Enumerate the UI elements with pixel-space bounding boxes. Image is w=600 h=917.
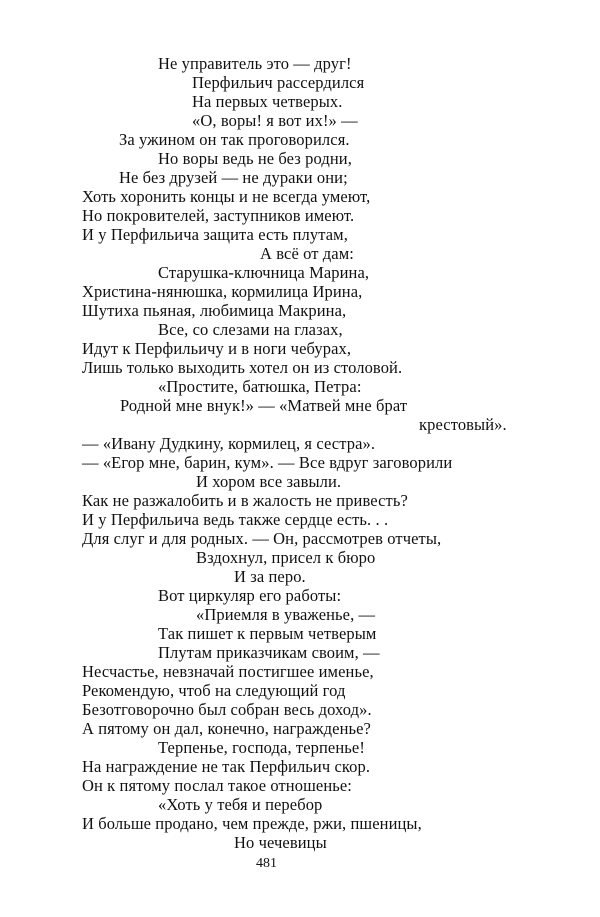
poem-line: Не без друзей — не дураки они;: [119, 168, 348, 187]
poem-line: И у Перфильича ведь также сердце есть. . .: [82, 510, 389, 529]
poem-line: Христина-нянюшка, кормилица Ирина,: [82, 282, 363, 301]
poem-line: Плутам приказчикам своим, —: [158, 643, 380, 662]
poem-line: — «Ивану Дудкину, кормилец, я сестра».: [82, 434, 376, 453]
poem-line: Шутиха пьяная, любимица Макрина,: [82, 301, 347, 320]
poem-line: Но воры ведь не без родни,: [158, 149, 352, 168]
poem-line: За ужином он так проговорился.: [119, 130, 350, 149]
poem-line: Хоть хоронить концы и не всегда умеют,: [82, 187, 371, 206]
poem-line: Перфильич рассердился: [192, 73, 365, 92]
poem-line: Для слуг и для родных. — Он, рассмотрев отчеты,: [82, 529, 442, 548]
poem-line: Все, со слезами на глазах,: [158, 320, 343, 339]
poem-line: А пятому он дал, конечно, награжденье?: [82, 719, 371, 738]
poem-line: Вот циркуляр его работы:: [158, 586, 342, 605]
poem-line: Несчастье, невзначай постигшее именье,: [82, 662, 374, 681]
poem-line: И у Перфильича защита есть плутам,: [82, 225, 348, 244]
poem-line: Безотговорочно был собран весь доход».: [82, 700, 372, 719]
poem-line: Но покровителей, заступников имеют.: [82, 206, 355, 225]
poem-line: На награждение не так Перфильич скор.: [82, 757, 371, 776]
poem-line: крестовый».: [419, 415, 507, 434]
poem-line: Терпенье, господа, терпенье!: [158, 738, 365, 757]
poem-line: На первых четверых.: [192, 92, 343, 111]
poem-line: «Простите, батюшка, Петра:: [158, 377, 362, 396]
poem-line: Так пишет к первым четверым: [158, 624, 377, 643]
poem-line: А всё от дам:: [260, 244, 354, 263]
poem-line: «Приемля в уваженье, —: [196, 605, 376, 624]
poem-line: Рекомендую, чтоб на следующий год: [82, 681, 346, 700]
poem-line: Не управитель это — друг!: [158, 54, 352, 73]
poem-line: — «Егор мне, барин, кум». — Все вдруг заговорили: [82, 453, 453, 472]
poem-line: Вздохнул, присел к бюро: [196, 548, 376, 567]
poem-line: Как не разжалобить и в жалость не привесть?: [82, 491, 408, 510]
poem-line: И за перо.: [234, 567, 306, 586]
poem-line: «О, воры! я вот их!» —: [192, 111, 358, 130]
poem-line: Он к пятому послал такое отношенье:: [82, 776, 352, 795]
page-number: 481: [256, 856, 277, 871]
poem-line: И больше продано, чем прежде, ржи, пшеницы,: [82, 814, 422, 833]
poem-line: И хором все завыли.: [196, 472, 342, 491]
poem-line: Лишь только выходить хотел он из столовой.: [82, 358, 403, 377]
poem-line: Но чечевицы: [234, 833, 327, 852]
poem-line: Старушка-ключница Марина,: [158, 263, 370, 282]
poem-line: Идут к Перфильичу и в ноги чебурах,: [82, 339, 352, 358]
poem-line: «Хоть у тебя и перебор: [158, 795, 323, 814]
poem-line: Родной мне внук!» — «Матвей мне брат: [120, 396, 408, 415]
